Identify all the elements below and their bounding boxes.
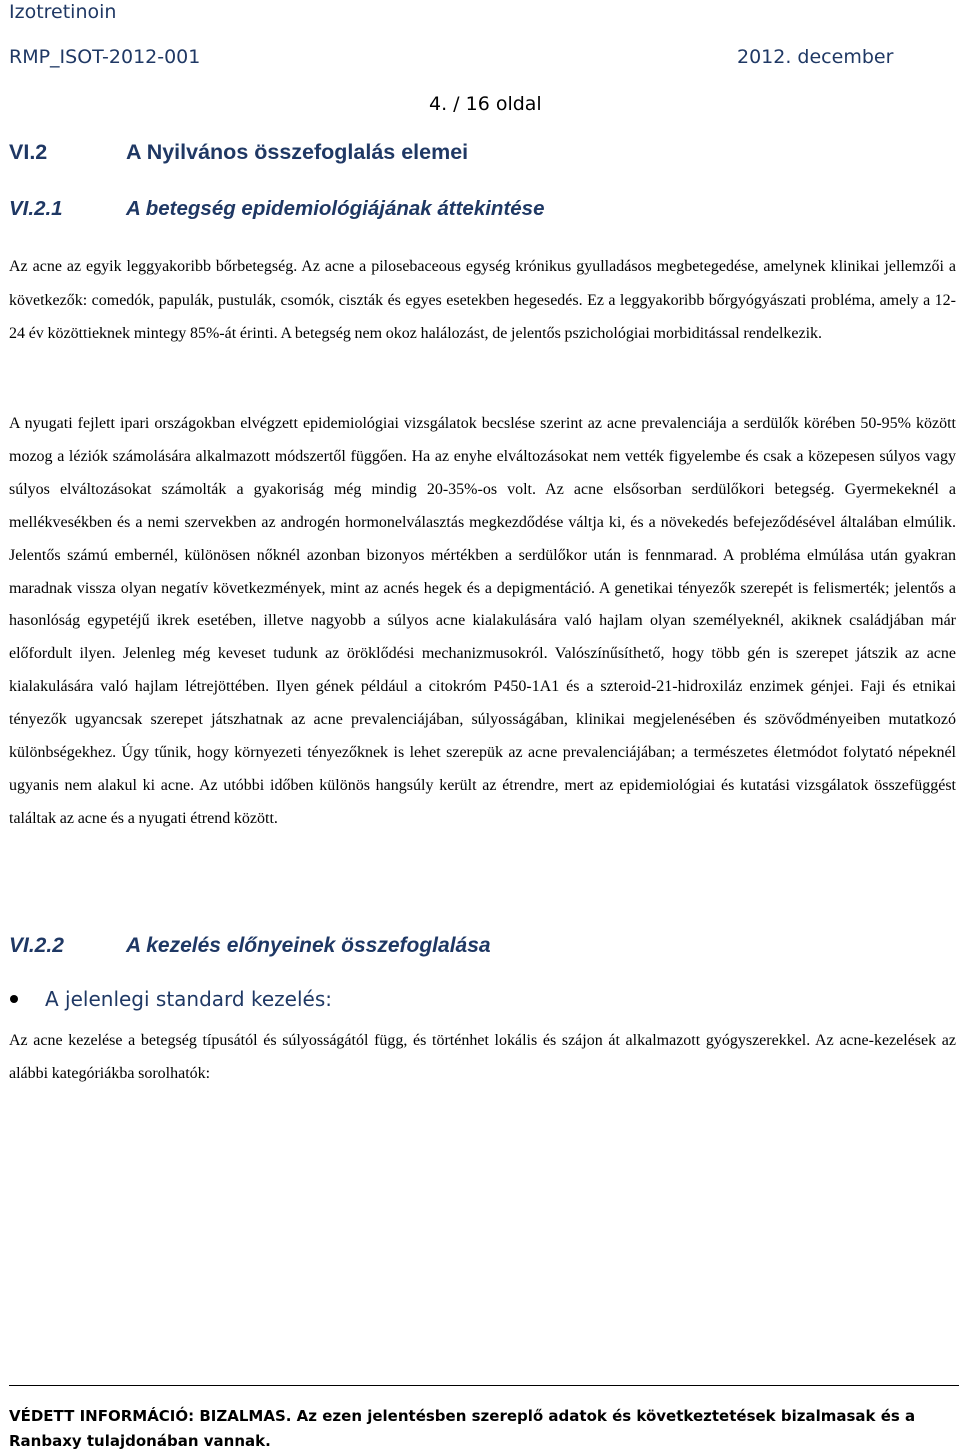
subsection-heading-epidemiology: A betegség epidemiológiájának áttekintése xyxy=(126,197,545,220)
footer-divider xyxy=(9,1385,959,1386)
subsection-number-epidemiology: VI.2.1 xyxy=(9,197,63,220)
treatment-paragraph: Az acne kezelése a betegség típusától és súlyosságától függ, és történhet lokális és szájon át alkalmazott gyógyszerekkel. Az acne-kezelések az alábbi kategóriákba sorolhatók: xyxy=(9,1032,956,1082)
document-reference: RMP_ISOT-2012-001 xyxy=(9,46,201,68)
epidemiology-paragraph-1: Az acne az egyik leggyakoribb bőrbetegség. Az acne a pilosebaceous egység krónikus gyulladásos megbetegedése, amelynek klinikai jellemzői a következők: comedók, papulák, pustulák, csomók, ciszták és egyes esetekben hegesedés. Ez a leggyakoribb bőrgyógyászati probléma, amely a 12-24 év közöttieknek mintegy 85%-át érinti. A betegség nem okoz halálozást, de jelentős pszichológiai morbiditással rendelkezik. xyxy=(9,258,956,343)
subsection-heading-treatment: A kezelés előnyeinek összefoglalása xyxy=(126,934,491,957)
page-number: 4. / 16 oldal xyxy=(429,93,542,115)
section-number: VI.2 xyxy=(9,140,48,164)
document-title: Izotretinoin xyxy=(9,1,117,23)
bullet-heading-standard-treatment: A jelenlegi standard kezelés: xyxy=(45,987,332,1011)
section-heading: A Nyilvános összefoglalás elemei xyxy=(126,140,469,164)
epidemiology-paragraph-2: A nyugati fejlett ipari országokban elvégzett epidemiológiai vizsgálatok becslése szerint az acne prevalenciája a serdülők körében 50-95% között mozog a léziók számolására alkalmazott módszertől függően. Ha az enyhe elváltozásokat nem vették figyelembe és csak a közepesen súlyos vagy súlyos elváltozásokat számolták a gyakoriság még mindig 20-35%-os volt. Az acne elsősorban serdülőkori betegség. Gyermekeknél a mellékvesékben és a nemi szervekben az androgén hormonelválasztás megkezdődése váltja ki, és a növekedés befejeződésével általában elmúlik. Jelentős számú embernél, különösen nőknél azonban bizonyos mértékben a serdülőkor után is fennmarad. A probléma elmúlása után gyakran maradnak vissza olyan negatív következmények, mint az acnés hegek és a depigmentáció. A genetikai tényezők szerepét is felismerték; jelentős a hasonlóság egypetéjű ikrek esetében, illetve nagyobb a súlyos acne kialakulására való hajlam olyan személyeknél, akiknek családjában már előfordult ilyen. Jelenleg még keveset tudunk az öröklődési mechanizmusokról. Valószínűsíthető, hogy több gén is szerepet játszik az acne kialakulására való hajlam létrejöttében. Ilyen gének például a citokróm P450-1A1 és a szteroid-21-hidroxiláz enzimek génjei. Faji és etnikai tényezők ugyancsak szerepet játszhatnak az acne prevalenciájában, súlyosságában, klinikai megjelenésében és szövődményeiben mutatkozó különbségekhez. Úgy tűnik, hogy környezeti tényezőknek is lehet szerepük az acne prevalenciájában; a természetes életmódot folytató népeknél ugyanis nem alakul ki acne. Az utóbbi időben különös hangsúly került az étrendre, mert az epidemiológiai és kutatási vizsgálatok összefüggést találtak az acne és a nyugati étrend között. xyxy=(9,415,956,827)
bullet-icon xyxy=(10,995,18,1003)
subsection-number-treatment: VI.2.2 xyxy=(9,934,64,957)
confidentiality-notice: VÉDETT INFORMÁCIÓ: BIZALMAS. Az ezen jelentésben szereplő adatok és következtetések bizalmasak és a Ranbaxy tulajdonában vannak. xyxy=(9,1407,916,1450)
document-date: 2012. december xyxy=(737,46,894,68)
